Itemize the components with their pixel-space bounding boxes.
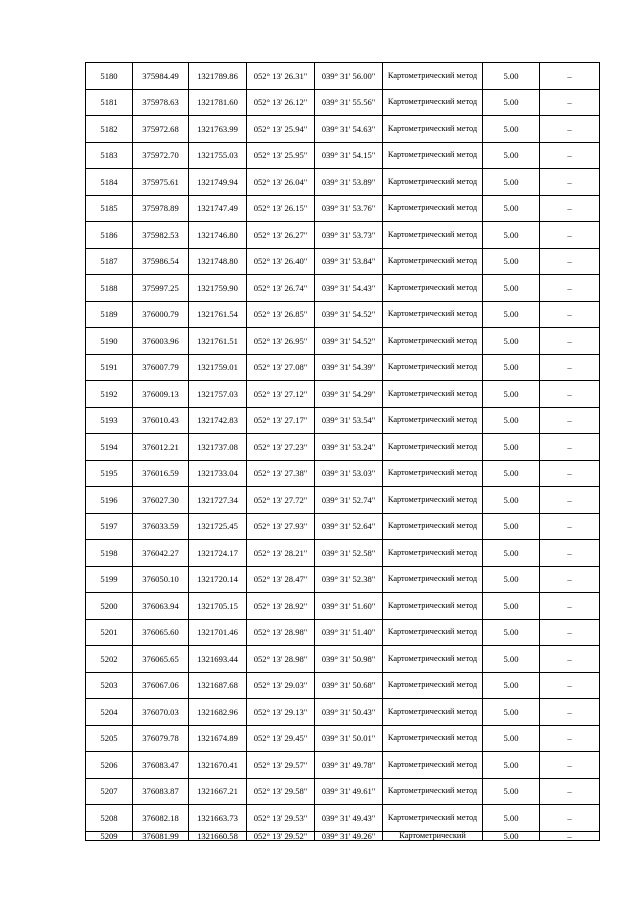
method-cell: Картометрический метод <box>383 116 483 143</box>
precision-cell: 5.00 <box>483 831 540 840</box>
latitude-cell: 052° 13' 26.04" <box>247 169 315 196</box>
method-cell: Картометрический метод <box>383 460 483 487</box>
latitude-cell: 052° 13' 25.95" <box>247 142 315 169</box>
table-row <box>86 805 600 832</box>
table-row <box>86 619 600 646</box>
table-row <box>86 699 600 726</box>
precision-cell: 5.00 <box>483 169 540 196</box>
point-number-cell: 5185 <box>86 195 133 222</box>
longitude-cell: 039° 31' 55.56" <box>315 89 383 116</box>
precision-cell: 5.00 <box>483 513 540 540</box>
y-coordinate-cell: 1321687.68 <box>189 672 247 699</box>
point-number-cell: 5200 <box>86 593 133 620</box>
longitude-cell: 039° 31' 53.24" <box>315 434 383 461</box>
point-number-cell: 5189 <box>86 301 133 328</box>
longitude-cell: 039° 31' 53.89" <box>315 169 383 196</box>
table-row <box>86 407 600 434</box>
method-cell: Картометрический метод <box>383 593 483 620</box>
precision-cell: 5.00 <box>483 248 540 275</box>
note-cell: – <box>540 63 600 90</box>
point-number-cell: 5186 <box>86 222 133 249</box>
table-row <box>86 434 600 461</box>
latitude-cell: 052° 13' 26.15" <box>247 195 315 222</box>
table-row <box>86 195 600 222</box>
method-cell: Картометрический метод <box>383 63 483 90</box>
x-coordinate-cell: 375972.70 <box>133 142 189 169</box>
latitude-cell: 052° 13' 26.85" <box>247 301 315 328</box>
note-cell: – <box>540 646 600 673</box>
table-row <box>86 248 600 275</box>
point-number-cell: 5201 <box>86 619 133 646</box>
note-cell: – <box>540 354 600 381</box>
precision-cell: 5.00 <box>483 63 540 90</box>
latitude-cell: 052° 13' 29.53" <box>247 805 315 832</box>
note-cell: – <box>540 699 600 726</box>
method-cell: Картометрический метод <box>383 142 483 169</box>
table-row <box>86 328 600 355</box>
table-row <box>86 513 600 540</box>
point-number-cell: 5203 <box>86 672 133 699</box>
latitude-cell: 052° 13' 28.21" <box>247 540 315 567</box>
method-cell: Картометрический метод <box>383 222 483 249</box>
latitude-cell: 052° 13' 28.92" <box>247 593 315 620</box>
latitude-cell: 052° 13' 27.72" <box>247 487 315 514</box>
method-cell: Картометрический метод <box>383 513 483 540</box>
y-coordinate-cell: 1321667.21 <box>189 778 247 805</box>
point-number-cell: 5207 <box>86 778 133 805</box>
longitude-cell: 039° 31' 53.73" <box>315 222 383 249</box>
x-coordinate-cell: 376042.27 <box>133 540 189 567</box>
x-coordinate-cell: 375982.53 <box>133 222 189 249</box>
precision-cell: 5.00 <box>483 566 540 593</box>
note-cell: – <box>540 407 600 434</box>
y-coordinate-cell: 1321693.44 <box>189 646 247 673</box>
longitude-cell: 039° 31' 54.52" <box>315 328 383 355</box>
x-coordinate-cell: 376065.60 <box>133 619 189 646</box>
method-cell: Картометрический метод <box>383 725 483 752</box>
point-number-cell: 5209 <box>86 831 133 840</box>
longitude-cell: 039° 31' 50.43" <box>315 699 383 726</box>
precision-cell: 5.00 <box>483 89 540 116</box>
latitude-cell: 052° 13' 26.27" <box>247 222 315 249</box>
table-row <box>86 63 600 90</box>
y-coordinate-cell: 1321761.51 <box>189 328 247 355</box>
table-row <box>86 725 600 752</box>
latitude-cell: 052° 13' 27.17" <box>247 407 315 434</box>
point-number-cell: 5204 <box>86 699 133 726</box>
precision-cell: 5.00 <box>483 752 540 779</box>
precision-cell: 5.00 <box>483 646 540 673</box>
precision-cell: 5.00 <box>483 301 540 328</box>
table-row <box>86 752 600 779</box>
note-cell: – <box>540 89 600 116</box>
latitude-cell: 052° 13' 29.03" <box>247 672 315 699</box>
table-row <box>86 301 600 328</box>
y-coordinate-cell: 1321761.54 <box>189 301 247 328</box>
latitude-cell: 052° 13' 29.52" <box>247 831 315 840</box>
table-row <box>86 778 600 805</box>
note-cell: – <box>540 301 600 328</box>
method-cell: Картометрический <box>383 831 483 840</box>
longitude-cell: 039° 31' 50.98" <box>315 646 383 673</box>
longitude-cell: 039° 31' 53.54" <box>315 407 383 434</box>
method-cell: Картометрический метод <box>383 778 483 805</box>
x-coordinate-cell: 376016.59 <box>133 460 189 487</box>
method-cell: Картометрический метод <box>383 89 483 116</box>
y-coordinate-cell: 1321682.96 <box>189 699 247 726</box>
x-coordinate-cell: 376027.30 <box>133 487 189 514</box>
precision-cell: 5.00 <box>483 460 540 487</box>
table-row <box>86 169 600 196</box>
method-cell: Картометрический метод <box>383 169 483 196</box>
note-cell: – <box>540 725 600 752</box>
y-coordinate-cell: 1321789.86 <box>189 63 247 90</box>
note-cell: – <box>540 328 600 355</box>
point-number-cell: 5202 <box>86 646 133 673</box>
y-coordinate-cell: 1321733.04 <box>189 460 247 487</box>
latitude-cell: 052° 13' 26.40" <box>247 248 315 275</box>
precision-cell: 5.00 <box>483 195 540 222</box>
x-coordinate-cell: 376033.59 <box>133 513 189 540</box>
y-coordinate-cell: 1321749.94 <box>189 169 247 196</box>
longitude-cell: 039° 31' 49.61" <box>315 778 383 805</box>
y-coordinate-cell: 1321755.03 <box>189 142 247 169</box>
latitude-cell: 052° 13' 27.93" <box>247 513 315 540</box>
longitude-cell: 039° 31' 49.43" <box>315 805 383 832</box>
precision-cell: 5.00 <box>483 275 540 302</box>
latitude-cell: 052° 13' 27.23" <box>247 434 315 461</box>
table-row <box>86 566 600 593</box>
longitude-cell: 039° 31' 50.68" <box>315 672 383 699</box>
x-coordinate-cell: 376083.47 <box>133 752 189 779</box>
method-cell: Картометрический метод <box>383 619 483 646</box>
precision-cell: 5.00 <box>483 540 540 567</box>
precision-cell: 5.00 <box>483 619 540 646</box>
y-coordinate-cell: 1321737.08 <box>189 434 247 461</box>
latitude-cell: 052° 13' 28.98" <box>247 619 315 646</box>
y-coordinate-cell: 1321725.45 <box>189 513 247 540</box>
x-coordinate-cell: 376083.87 <box>133 778 189 805</box>
method-cell: Картометрический метод <box>383 328 483 355</box>
x-coordinate-cell: 376065.65 <box>133 646 189 673</box>
table-row <box>86 381 600 408</box>
longitude-cell: 039° 31' 54.52" <box>315 301 383 328</box>
method-cell: Картометрический метод <box>383 301 483 328</box>
method-cell: Картометрический метод <box>383 805 483 832</box>
longitude-cell: 039° 31' 54.43" <box>315 275 383 302</box>
precision-cell: 5.00 <box>483 381 540 408</box>
table-row <box>86 593 600 620</box>
method-cell: Картометрический метод <box>383 566 483 593</box>
table-row <box>86 354 600 381</box>
table-row <box>86 222 600 249</box>
longitude-cell: 039° 31' 53.03" <box>315 460 383 487</box>
latitude-cell: 052° 13' 26.31" <box>247 63 315 90</box>
precision-cell: 5.00 <box>483 778 540 805</box>
note-cell: – <box>540 593 600 620</box>
x-coordinate-cell: 376082.18 <box>133 805 189 832</box>
x-coordinate-cell: 376012.21 <box>133 434 189 461</box>
longitude-cell: 039° 31' 49.26" <box>315 831 383 840</box>
point-number-cell: 5191 <box>86 354 133 381</box>
precision-cell: 5.00 <box>483 487 540 514</box>
table-row <box>86 142 600 169</box>
y-coordinate-cell: 1321747.49 <box>189 195 247 222</box>
method-cell: Картометрический метод <box>383 275 483 302</box>
note-cell: – <box>540 275 600 302</box>
precision-cell: 5.00 <box>483 593 540 620</box>
note-cell: – <box>540 566 600 593</box>
point-number-cell: 5198 <box>86 540 133 567</box>
point-number-cell: 5196 <box>86 487 133 514</box>
x-coordinate-cell: 376009.13 <box>133 381 189 408</box>
precision-cell: 5.00 <box>483 672 540 699</box>
latitude-cell: 052° 13' 29.57" <box>247 752 315 779</box>
point-number-cell: 5184 <box>86 169 133 196</box>
point-number-cell: 5194 <box>86 434 133 461</box>
x-coordinate-cell: 376000.79 <box>133 301 189 328</box>
note-cell: – <box>540 487 600 514</box>
x-coordinate-cell: 375978.89 <box>133 195 189 222</box>
y-coordinate-cell: 1321757.03 <box>189 381 247 408</box>
method-cell: Картометрический метод <box>383 752 483 779</box>
y-coordinate-cell: 1321781.60 <box>189 89 247 116</box>
precision-cell: 5.00 <box>483 222 540 249</box>
note-cell: – <box>540 672 600 699</box>
latitude-cell: 052° 13' 27.12" <box>247 381 315 408</box>
x-coordinate-cell: 375978.63 <box>133 89 189 116</box>
longitude-cell: 039° 31' 54.15" <box>315 142 383 169</box>
note-cell: – <box>540 513 600 540</box>
y-coordinate-cell: 1321701.46 <box>189 619 247 646</box>
method-cell: Картометрический метод <box>383 434 483 461</box>
latitude-cell: 052° 13' 27.08" <box>247 354 315 381</box>
precision-cell: 5.00 <box>483 116 540 143</box>
method-cell: Картометрический метод <box>383 672 483 699</box>
x-coordinate-cell: 375975.61 <box>133 169 189 196</box>
latitude-cell: 052° 13' 27.38" <box>247 460 315 487</box>
note-cell: – <box>540 195 600 222</box>
x-coordinate-cell: 375972.68 <box>133 116 189 143</box>
precision-cell: 5.00 <box>483 142 540 169</box>
latitude-cell: 052° 13' 29.45" <box>247 725 315 752</box>
coordinates-table <box>85 62 600 841</box>
x-coordinate-cell: 376079.78 <box>133 725 189 752</box>
x-coordinate-cell: 375986.54 <box>133 248 189 275</box>
y-coordinate-cell: 1321727.34 <box>189 487 247 514</box>
x-coordinate-cell: 376067.06 <box>133 672 189 699</box>
x-coordinate-cell: 375997.25 <box>133 275 189 302</box>
method-cell: Картометрический метод <box>383 381 483 408</box>
table-row <box>86 89 600 116</box>
x-coordinate-cell: 375984.49 <box>133 63 189 90</box>
x-coordinate-cell: 376010.43 <box>133 407 189 434</box>
note-cell: – <box>540 778 600 805</box>
y-coordinate-cell: 1321759.01 <box>189 354 247 381</box>
y-coordinate-cell: 1321660.58 <box>189 831 247 840</box>
precision-cell: 5.00 <box>483 434 540 461</box>
longitude-cell: 039° 31' 52.74" <box>315 487 383 514</box>
table-row <box>86 672 600 699</box>
latitude-cell: 052° 13' 25.94" <box>247 116 315 143</box>
precision-cell: 5.00 <box>483 725 540 752</box>
point-number-cell: 5181 <box>86 89 133 116</box>
longitude-cell: 039° 31' 52.38" <box>315 566 383 593</box>
note-cell: – <box>540 248 600 275</box>
point-number-cell: 5206 <box>86 752 133 779</box>
longitude-cell: 039° 31' 54.63" <box>315 116 383 143</box>
method-cell: Картометрический метод <box>383 195 483 222</box>
method-cell: Картометрический метод <box>383 699 483 726</box>
table-row <box>86 487 600 514</box>
note-cell: – <box>540 460 600 487</box>
table-body <box>86 63 600 841</box>
latitude-cell: 052° 13' 29.13" <box>247 699 315 726</box>
note-cell: – <box>540 434 600 461</box>
note-cell: – <box>540 169 600 196</box>
precision-cell: 5.00 <box>483 328 540 355</box>
longitude-cell: 039° 31' 53.84" <box>315 248 383 275</box>
point-number-cell: 5182 <box>86 116 133 143</box>
method-cell: Картометрический метод <box>383 354 483 381</box>
latitude-cell: 052° 13' 28.47" <box>247 566 315 593</box>
precision-cell: 5.00 <box>483 699 540 726</box>
y-coordinate-cell: 1321720.14 <box>189 566 247 593</box>
y-coordinate-cell: 1321705.15 <box>189 593 247 620</box>
longitude-cell: 039° 31' 49.78" <box>315 752 383 779</box>
longitude-cell: 039° 31' 56.00" <box>315 63 383 90</box>
note-cell: – <box>540 381 600 408</box>
precision-cell: 5.00 <box>483 805 540 832</box>
method-cell: Картометрический метод <box>383 540 483 567</box>
latitude-cell: 052° 13' 26.95" <box>247 328 315 355</box>
precision-cell: 5.00 <box>483 354 540 381</box>
point-number-cell: 5193 <box>86 407 133 434</box>
point-number-cell: 5190 <box>86 328 133 355</box>
x-coordinate-cell: 376050.10 <box>133 566 189 593</box>
y-coordinate-cell: 1321670.41 <box>189 752 247 779</box>
longitude-cell: 039° 31' 52.64" <box>315 513 383 540</box>
point-number-cell: 5208 <box>86 805 133 832</box>
table-row <box>86 116 600 143</box>
longitude-cell: 039° 31' 54.39" <box>315 354 383 381</box>
x-coordinate-cell: 376003.96 <box>133 328 189 355</box>
longitude-cell: 039° 31' 52.58" <box>315 540 383 567</box>
y-coordinate-cell: 1321663.73 <box>189 805 247 832</box>
y-coordinate-cell: 1321742.83 <box>189 407 247 434</box>
longitude-cell: 039° 31' 53.76" <box>315 195 383 222</box>
method-cell: Картометрический метод <box>383 646 483 673</box>
point-number-cell: 5205 <box>86 725 133 752</box>
y-coordinate-cell: 1321724.17 <box>189 540 247 567</box>
x-coordinate-cell: 376070.03 <box>133 699 189 726</box>
y-coordinate-cell: 1321748.80 <box>189 248 247 275</box>
point-number-cell: 5192 <box>86 381 133 408</box>
table-row <box>86 540 600 567</box>
point-number-cell: 5195 <box>86 460 133 487</box>
note-cell: – <box>540 752 600 779</box>
note-cell: – <box>540 619 600 646</box>
method-cell: Картометрический метод <box>383 407 483 434</box>
note-cell: – <box>540 222 600 249</box>
latitude-cell: 052° 13' 26.74" <box>247 275 315 302</box>
x-coordinate-cell: 376081.99 <box>133 831 189 840</box>
point-number-cell: 5188 <box>86 275 133 302</box>
latitude-cell: 052° 13' 26.12" <box>247 89 315 116</box>
longitude-cell: 039° 31' 50.01" <box>315 725 383 752</box>
method-cell: Картометрический метод <box>383 487 483 514</box>
x-coordinate-cell: 376007.79 <box>133 354 189 381</box>
table-row <box>86 460 600 487</box>
method-cell: Картометрический метод <box>383 248 483 275</box>
y-coordinate-cell: 1321759.90 <box>189 275 247 302</box>
note-cell: – <box>540 540 600 567</box>
note-cell: – <box>540 805 600 832</box>
y-coordinate-cell: 1321746.80 <box>189 222 247 249</box>
longitude-cell: 039° 31' 51.40" <box>315 619 383 646</box>
point-number-cell: 5197 <box>86 513 133 540</box>
table-row <box>86 275 600 302</box>
longitude-cell: 039° 31' 51.60" <box>315 593 383 620</box>
table-row <box>86 646 600 673</box>
note-cell: – <box>540 116 600 143</box>
point-number-cell: 5199 <box>86 566 133 593</box>
note-cell: – <box>540 831 600 840</box>
point-number-cell: 5187 <box>86 248 133 275</box>
latitude-cell: 052° 13' 29.58" <box>247 778 315 805</box>
y-coordinate-cell: 1321763.99 <box>189 116 247 143</box>
y-coordinate-cell: 1321674.89 <box>189 725 247 752</box>
latitude-cell: 052° 13' 28.98" <box>247 646 315 673</box>
x-coordinate-cell: 376063.94 <box>133 593 189 620</box>
precision-cell: 5.00 <box>483 407 540 434</box>
point-number-cell: 5180 <box>86 63 133 90</box>
note-cell: – <box>540 142 600 169</box>
table-row <box>86 831 600 840</box>
longitude-cell: 039° 31' 54.29" <box>315 381 383 408</box>
point-number-cell: 5183 <box>86 142 133 169</box>
